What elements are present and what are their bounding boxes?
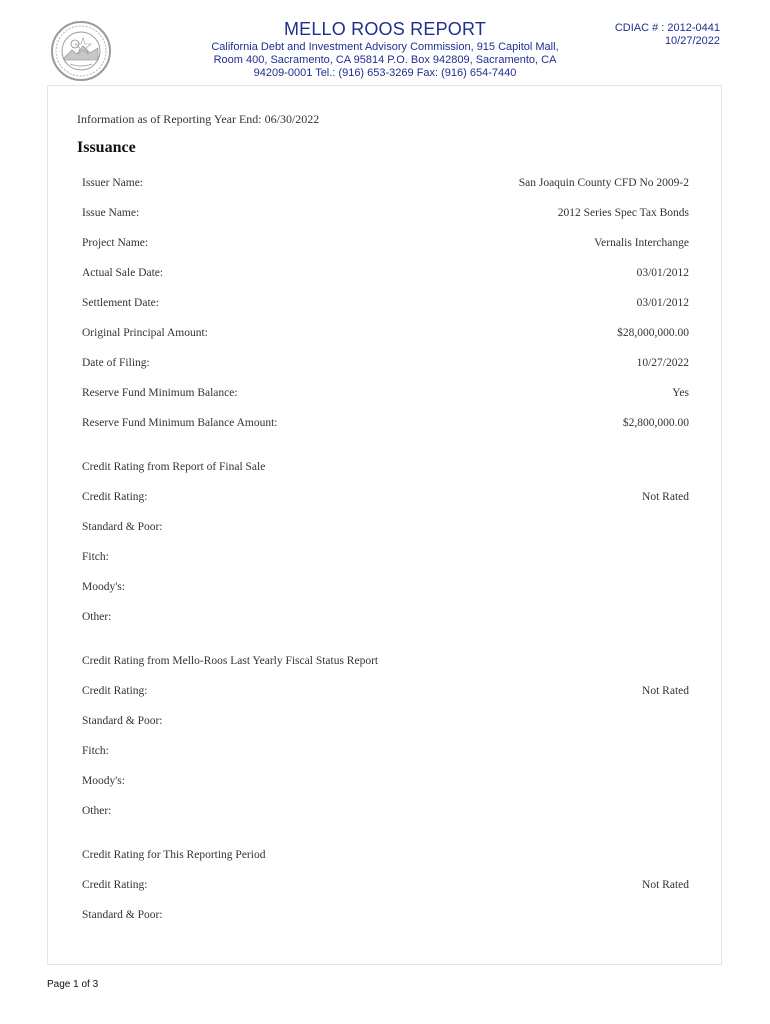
rating-row [82,611,689,627]
field-value: San Joaquin County CFD No 2009-2 [518,177,689,189]
rating-row [82,805,689,821]
rating-row [82,685,689,701]
field-label: Actual Sale Date: [82,267,164,279]
address-line: 94209-0001 Tel.: (916) 653-3269 Fax: (916) 654-7440 [253,67,517,79]
commission-address [196,41,574,80]
report-title: MELLO ROOS REPORT [283,19,487,39]
field-value: 03/01/2012 [636,297,689,309]
issuance-row [82,267,689,283]
field-label: Credit Rating: [82,685,148,697]
field-label: Issuer Name: [82,177,143,189]
field-value: Yes [672,387,689,399]
field-value: 10/27/2022 [636,357,689,369]
rating-row [82,521,689,537]
report-date: 10/27/2022 [664,35,720,47]
cdiac-block [615,22,720,48]
issuance-row [82,357,689,373]
field-label: Credit Rating: [82,879,148,891]
rating-row [82,879,689,895]
field-value: Not Rated [642,491,689,503]
field-label: Issue Name: [82,207,140,219]
field-label: Standard & Poor: [82,521,163,533]
issuance-row [82,237,689,253]
field-label: Standard & Poor: [82,909,163,921]
reporting-year-info: Information as of Reporting Year End: 06/30/2022 [77,112,320,126]
issuance-row [82,387,689,403]
field-value: 03/01/2012 [636,267,689,279]
subsection-heading-final-sale: Credit Rating from Report of Final Sale [82,461,266,473]
issuance-row [82,297,689,313]
rating-row [82,745,689,761]
field-value: $28,000,000.00 [617,327,689,339]
subsection-heading-this-period: Credit Rating for This Reporting Period [82,849,266,861]
field-label: Original Principal Amount: [82,327,208,339]
field-label: Fitch: [82,551,109,563]
issuance-row [82,417,689,433]
address-line: California Debt and Investment Advisory Commission, 915 Capitol Mall, [211,41,559,53]
rating-row [82,909,689,925]
page-number: Page 1 of 3 [47,979,99,990]
rating-row [82,491,689,507]
field-label: Settlement Date: [82,297,159,309]
california-state-seal-icon [50,20,112,82]
field-label: Reserve Fund Minimum Balance Amount: [82,417,278,429]
field-value: Not Rated [642,879,689,891]
rating-row [82,715,689,731]
field-label: Fitch: [82,745,109,757]
field-value: Not Rated [642,685,689,697]
subsection-heading-last-yearly: Credit Rating from Mello-Roos Last Yearly Fiscal Status Report [82,655,379,667]
field-label: Other: [82,611,112,623]
field-label: Moody's: [82,581,125,593]
issuance-row [82,207,689,223]
section-title-issuance: Issuance [77,139,136,156]
field-value: 2012 Series Spec Tax Bonds [557,207,689,219]
issuance-row [82,327,689,343]
cdiac-number: CDIAC # : 2012-0441 [614,22,720,34]
field-label: Moody's: [82,775,125,787]
rating-row [82,581,689,597]
field-label: Date of Filing: [82,357,150,369]
rating-row [82,551,689,567]
issuance-row [82,177,689,193]
field-value: Vernalis Interchange [594,237,689,249]
rating-row [82,775,689,791]
address-line: Room 400, Sacramento, CA 95814 P.O. Box 942809, Sacramento, CA [213,54,557,66]
field-label: Reserve Fund Minimum Balance: [82,387,238,399]
field-label: Project Name: [82,237,149,249]
field-label: Other: [82,805,112,817]
field-value: $2,800,000.00 [622,417,689,429]
field-label: Credit Rating: [82,491,148,503]
field-label: Standard & Poor: [82,715,163,727]
